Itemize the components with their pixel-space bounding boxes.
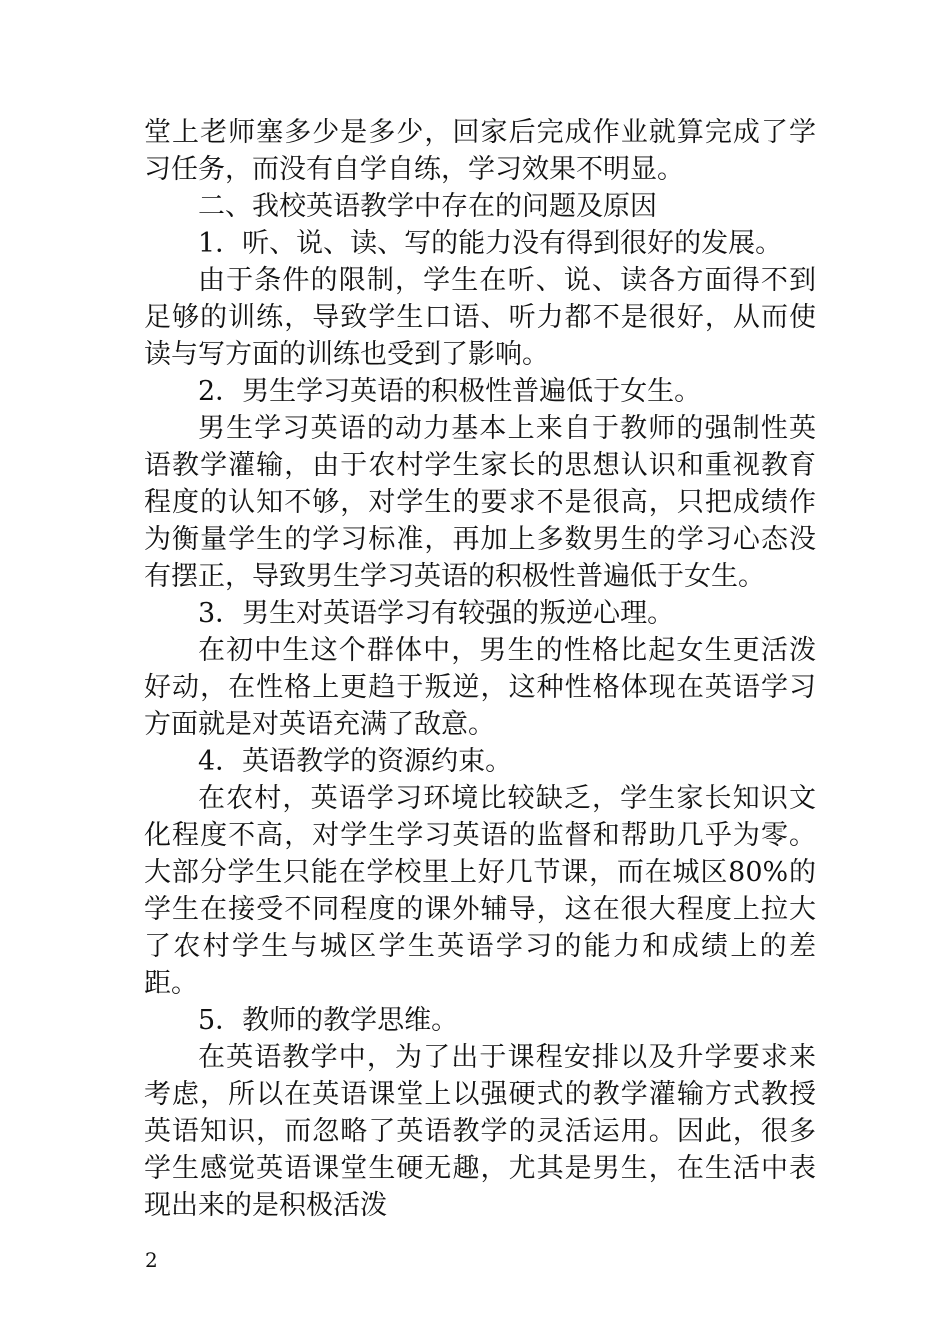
paragraph-1: 由于条件的限制，学生在听、说、读各方面得不到足够的训练，导致学生口语、听力都不是很好，从而使读与写方面的训练也受到了影响。 bbox=[144, 265, 816, 370]
subheading-5: 5．教师的教学思维。 bbox=[198, 1005, 459, 1036]
subheading-1: 1．听、说、读、写的能力没有得到很好的发展。 bbox=[198, 228, 783, 259]
section-heading: 二、我校英语教学中存在的问题及原因 bbox=[198, 191, 657, 222]
paragraph-4: 在农村，英语学习环境比较缺乏，学生家长知识文化程度不高，对学生学习英语的监督和帮助几乎为零。大部分学生只能在学校里上好几节课，而在城区80%的学生在接受不同程度的课外辅导，这在很大程度上拉大了农村学生与城区学生英语学习的能力和成绩上的差距。 bbox=[144, 783, 816, 999]
subheading-2: 2．男生学习英语的积极性普遍低于女生。 bbox=[198, 376, 702, 407]
body-text bbox=[144, 114, 816, 1224]
page-number: 2 bbox=[145, 1248, 158, 1272]
paragraph-3: 在初中生这个群体中，男生的性格比起女生更活泼好动，在性格上更趋于叛逆，这种性格体现在英语学习方面就是对英语充满了敌意。 bbox=[144, 635, 816, 740]
paragraph-continued: 堂上老师塞多少是多少，回家后完成作业就算完成了学习任务，而没有自学自练，学习效果不明显。 bbox=[144, 117, 816, 185]
subheading-4: 4．英语教学的资源约束。 bbox=[198, 746, 513, 777]
subheading-3: 3．男生对英语学习有较强的叛逆心理。 bbox=[198, 598, 675, 629]
paragraph-2: 男生学习英语的动力基本上来自于教师的强制性英语教学灌输，由于农村学生家长的思想认识和重视教育程度的认知不够，对学生的要求不是很高，只把成绩作为衡量学生的学习标准，再加上多数男生的学习心态没有摆正，导致男生学习英语的积极性普遍低于女生。 bbox=[144, 413, 816, 592]
paragraph-5: 在英语教学中，为了出于课程安排以及升学要求来考虑，所以在英语课堂上以强硬式的教学灌输方式教授英语知识，而忽略了英语教学的灵活运用。因此，很多学生感觉英语课堂生硬无趣，尤其是男生，在生活中表现出来的是积极活泼 bbox=[144, 1042, 816, 1221]
